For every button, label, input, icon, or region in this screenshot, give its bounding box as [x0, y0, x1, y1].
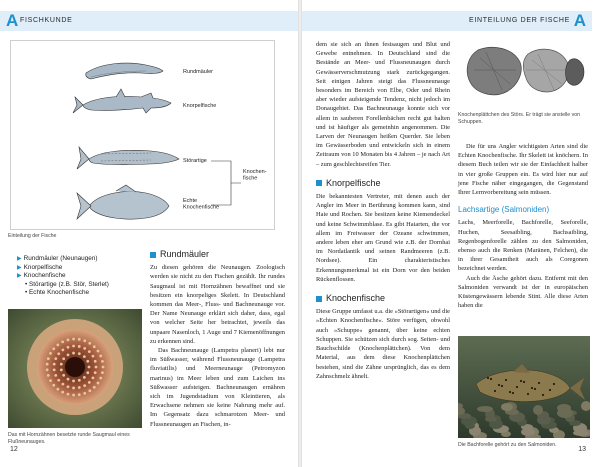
- list-item-label: Knochenfische: [23, 272, 66, 280]
- section-marker-icon: [150, 252, 156, 258]
- left-page-number: 12: [10, 446, 18, 453]
- arrow-bullet-icon: ▶: [17, 256, 22, 262]
- right-page: [302, 0, 600, 467]
- right-header-title: EINTEILUNG DER FISCHE: [468, 17, 570, 24]
- knorpelfische-text: Die bekanntesten Vertreter, mit denen auch der Angler im Meer in Berührung kommen kann, sind Haie und Rochen. Sie besitzen keine Kiemendeckel und keine Schwimmblase. Es gibt Haiarten, die vor allem im Freiwasser der Ozeane schwimmen, andere leben eher am Grund wie z.B. der Dornhai im Nordatlantik und seinen Randmeeren (z.B. Nordsee). Ein charakteristisches Erkennungsmerkmal ist ein Dorn vor den beiden Rückenflossen.: [316, 193, 450, 283]
- figure-caption: Einteilung der Fische: [8, 233, 57, 239]
- list-item-label: • Störartige (z.B. Stör, Sterlet): [25, 280, 109, 288]
- scales-caption: Knochenplättchen des Störs. Er trägt sie anstelle von Schuppen.: [458, 112, 580, 125]
- left-header-title: FISCHKUNDE: [20, 17, 73, 24]
- arrow-bullet-icon: ▶: [17, 264, 22, 271]
- label-stoerartige: Störartige: [183, 158, 207, 164]
- photo-caption: Das mit Hornzähnen besetzte runde Saugmaul eines Flußneunauges.: [8, 432, 130, 445]
- sturgeon-drawing: [77, 147, 179, 169]
- section-marker-icon: [316, 180, 322, 186]
- fish-diagram: [11, 41, 274, 229]
- right-page-number: 13: [578, 446, 586, 453]
- lamprey-mouth-photo: [8, 309, 142, 428]
- rundmaeuler-column: [150, 250, 285, 429]
- rundmaeuler-text-2: Das Bachneunauge (Lampetra planeri) lebt nur im Süßwasser, während Flussneunauge (Lampetra fluviatilis) und Meerneunauge (Petromyzon marinus) im Meer leben und zum Laichen ins Süßwasser aufsteigen. Bachneunaugen ernähren sich im Jugendstadium von Kleintieren, als Erwachsene nehmen sie keine Nahrung mehr auf. Im Gegensatz dazu schmarotzen Meer- und Flussneunaugen an Fischen, in-: [150, 347, 285, 428]
- list-item-label: Knorpelfische: [23, 263, 63, 271]
- trout-photo: [458, 336, 590, 438]
- section-marker-icon: [316, 296, 322, 302]
- group-bracket: [211, 161, 241, 205]
- right-header-band: [302, 11, 592, 31]
- right-column-2: [458, 142, 588, 310]
- list-item-label: Rundmäuler (Neunaugen): [23, 255, 98, 262]
- shark-drawing: [73, 89, 171, 113]
- classification-figure: [10, 40, 275, 230]
- rundmaeuler-text: Zu diesen gehören die Neunaugen. Zoologisch werden sie nicht zu den Fischen gezählt. Ihr rundes Saugmaul ist mit Hornzähnen bewaffnet und sie besitzen ein knorpeliges Skelett. In Deutschland kommen das Meer-, Fluss- und Bachneunauge vor. Der Name Neunauge erklärt sich daher, dass, egal von welcher Seite her betrachtet, jeweils das unpaare Nasenloch, 1 Auge und 7 Kiemenöffnungen zu erkennen sind.: [150, 264, 285, 345]
- list-item-label: • Echte Knochenfische: [25, 289, 90, 297]
- lamprey-drawing: [86, 63, 163, 79]
- label-knochenfische: Knochen-fische: [243, 169, 267, 182]
- list-item: [17, 272, 137, 281]
- left-header-letter: A: [6, 11, 19, 30]
- right-column-1: [316, 40, 450, 381]
- sturgeon-scales-photo: [458, 40, 588, 108]
- left-page: [0, 0, 298, 467]
- lachsartige-text: Lachs, Meerforelle, Bachforelle, Seeforelle, Huchen, Seesaibling, Bachsaibling, Regenbogenforelle zählen zu den Salmoniden, ebenso auch die Renken (Maränen, Felchen), die in ihrer Gesamtheit auch als Coregonen bezeichnet werden.: [458, 219, 588, 273]
- bony-fish-drawing: [77, 185, 169, 219]
- label-echte-knochenfische: Echte Knochenfische: [183, 198, 220, 211]
- echte-knochenfische-text: Die für uns Angler wichtigsten Arten sind die Echten Knochenfische. Ihr Skelett ist knöchern. In diesem Buch teilen wir sie der Einfachheit halber in vier große Gruppen ein. Es wird hier nur auf jene Fische näher eingegangen, die Gegenstand Ihrer Lernvorbereitung sein müssen.: [458, 143, 588, 197]
- knochenfische-text: Diese Gruppe umfasst u.a. die »Störartigen« und die »Echten Knochenfische«. Störe verfügen, obwohl auch »Schuppe« genannt, über keine echten Schuppen. Sie schützen sich durch sog. Seiten- und Bauchschilde (Knochenplättchen). Von dem Material, aus dem diese Knochenplättchen bestehen, sind die Zähne ursprünglich, das es dem Zahnschmelz ähnelt.: [316, 308, 450, 380]
- rundmaeuler-heading: Rundmäuler: [150, 250, 285, 259]
- classification-list: [17, 255, 137, 298]
- list-item: [17, 255, 137, 264]
- knochenfische-heading: Knochenfische: [316, 294, 450, 303]
- label-rundmaeuler: Rundmäuler: [183, 69, 213, 75]
- list-item: [17, 281, 137, 290]
- trout-caption: Die Bachforelle gehört zu den Salmoniden.: [458, 442, 557, 448]
- knorpelfische-heading: Knorpelfische: [316, 179, 450, 188]
- label-knorpelfische: Knorpelfische: [183, 103, 217, 109]
- lachsartige-heading: Lachsartige (Salmoniden): [458, 205, 550, 215]
- list-item: [17, 289, 137, 298]
- lachsartige-text-2: Auch die Äsche gehört dazu. Entfernt mit den Salmoniden verwandt ist der in europäischen Küstengewässern lebende Stint. Alle diese Arten haben die: [458, 274, 588, 310]
- arrow-bullet-icon: ▶: [17, 273, 22, 280]
- list-item: [17, 264, 137, 273]
- right-header-letter: A: [573, 11, 586, 30]
- left-header-band: [0, 11, 298, 31]
- neunaugen-continued-text: dem sie sich an ihnen festsaugen und Blut und Gewebe entnehmen. In Deutschland sind die Bestände an Meer- und Flussneunaugen durch Gewässerverschmutzung stark zurückgegangen. Seit einigen Jahren steigt das Flussneunauge besonders im Bereich von Elbe, Oder und Rhein aber wieder aufsteigende Tendenz, nicht jedoch im Donaugebiet. Das Bachneunauge konnte sich vor allem in sauberen Forellenbächen recht gut halten und ist häufiger als gemeinhin angenommen. Die Larven der Neunaugen heißen Querder. Sie leben im Gewässerboden und entwickeln sich in einem Zeitraum von 10 Monaten bis 4 Jahren – je nach Art – zum geschlechtsreifen Tier.: [316, 41, 450, 168]
